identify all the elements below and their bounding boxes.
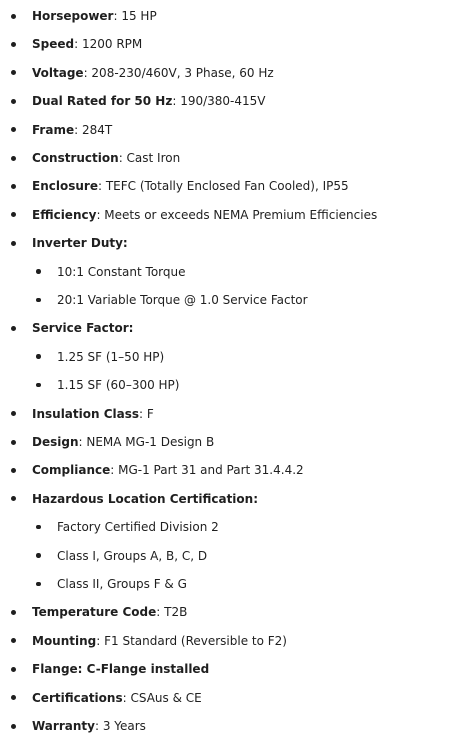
spec-text	[32, 716, 146, 736]
spec-item	[0, 432, 460, 452]
spec-separator: :	[96, 633, 101, 648]
bullet-icon	[11, 724, 16, 729]
spec-text	[57, 290, 308, 310]
spec-item	[0, 404, 460, 424]
spec-subitem	[0, 290, 460, 310]
bullet-icon	[36, 354, 41, 359]
spec-value: MG-1 Part 31 and Part 31.4.4.2	[114, 463, 304, 478]
bullet-icon	[36, 298, 41, 303]
spec-item	[0, 120, 460, 140]
spec-item	[0, 34, 460, 54]
bullet-icon	[11, 695, 16, 700]
spec-label: Efficiency	[32, 207, 97, 222]
bullet-icon	[11, 610, 16, 615]
spec-value: TEFC (Totally Enclosed Fan Cooled), IP55	[102, 179, 349, 194]
spec-value: T2B	[160, 605, 188, 620]
bullet-icon	[11, 638, 16, 643]
spec-item	[0, 148, 460, 168]
spec-item	[0, 6, 460, 26]
spec-separator: :	[122, 690, 127, 705]
spec-subitem-text: Class II, Groups F & G	[57, 577, 187, 591]
spec-separator: :	[96, 207, 101, 222]
spec-label: Compliance	[32, 463, 111, 478]
spec-separator: :	[118, 151, 123, 165]
spec-value: 15 HP	[117, 9, 157, 23]
bullet-icon	[11, 440, 16, 445]
spec-text	[32, 489, 258, 509]
spec-value: 208-230/460V, 3 Phase, 60 Hz	[87, 65, 274, 80]
bullet-icon	[11, 326, 16, 331]
spec-text	[57, 347, 164, 367]
spec-label: Horsepower	[32, 9, 114, 23]
spec-item	[0, 688, 460, 708]
spec-label: Inverter Duty:	[32, 236, 128, 251]
spec-label: Design	[32, 435, 79, 449]
bullet-icon	[11, 411, 16, 416]
spec-separator: :	[172, 94, 177, 109]
spec-subitem-text: 1.25 SF (1–50 HP)	[57, 349, 165, 364]
spec-value: 1200 RPM	[78, 37, 143, 52]
spec-item	[0, 460, 460, 480]
spec-separator: :	[74, 37, 79, 52]
spec-label: Certifications	[32, 690, 123, 705]
spec-value: 284T	[78, 122, 113, 137]
spec-item	[0, 659, 460, 679]
spec-text	[32, 460, 304, 480]
spec-item	[0, 205, 460, 225]
spec-value: F	[143, 406, 154, 421]
spec-value: CSAus & CE	[126, 690, 202, 705]
spec-separator: :	[83, 65, 88, 80]
spec-text	[57, 517, 219, 537]
spec-label: Dual Rated for 50 Hz	[32, 94, 173, 109]
spec-text	[57, 546, 207, 566]
spec-text	[32, 205, 377, 225]
spec-label: Temperature Code	[32, 605, 157, 620]
spec-value: 3 Years	[99, 719, 146, 733]
spec-label: Speed	[32, 37, 75, 52]
spec-separator: :	[94, 719, 99, 733]
spec-item	[0, 602, 460, 622]
spec-item	[0, 318, 460, 338]
bullet-icon	[11, 99, 16, 104]
spec-value: Cast Iron	[122, 151, 181, 165]
bullet-icon	[11, 127, 16, 132]
spec-text	[32, 233, 128, 253]
spec-subitem-text: 1.15 SF (60–300 HP)	[57, 378, 180, 393]
spec-text	[32, 659, 209, 679]
bullet-icon	[11, 212, 16, 217]
spec-separator: :	[156, 605, 161, 620]
spec-label: Warranty	[32, 719, 95, 733]
spec-text	[57, 375, 179, 395]
spec-item	[0, 91, 460, 111]
spec-item	[0, 63, 460, 83]
spec-text	[32, 432, 214, 452]
spec-separator: :	[74, 122, 79, 137]
spec-separator: :	[113, 9, 118, 23]
spec-separator: :	[139, 406, 144, 421]
bullet-icon	[11, 42, 16, 47]
spec-separator: :	[78, 435, 83, 449]
spec-subitem-text: Factory Certified Division 2	[57, 520, 219, 535]
spec-text	[32, 34, 142, 54]
spec-item	[0, 631, 460, 651]
spec-label: Construction	[32, 151, 119, 165]
spec-label: Hazardous Location Certification:	[32, 491, 259, 506]
spec-subitem-text: Class I, Groups A, B, C, D	[57, 548, 208, 563]
spec-item	[0, 233, 460, 253]
spec-item	[0, 176, 460, 196]
spec-text	[32, 404, 154, 424]
spec-text	[32, 602, 187, 622]
spec-value: 190/380-415V	[176, 94, 266, 109]
spec-text	[32, 148, 180, 168]
spec-separator: :	[97, 179, 102, 194]
spec-value: F1 Standard (Reversible to F2)	[100, 633, 287, 648]
bullet-icon	[11, 241, 16, 246]
spec-value: NEMA MG-1 Design B	[82, 435, 215, 449]
bullet-icon	[36, 269, 41, 274]
spec-label: Flange: C-Flange installed	[32, 662, 210, 677]
spec-text	[32, 6, 157, 26]
spec-label: Voltage	[32, 65, 84, 80]
bullet-icon	[11, 184, 16, 189]
spec-text	[57, 262, 185, 282]
bullet-icon	[11, 70, 16, 75]
bullet-icon	[36, 383, 41, 388]
bullet-icon	[36, 525, 41, 530]
spec-subitem-text: 10:1 Constant Torque	[57, 264, 186, 279]
bullet-icon	[11, 496, 16, 501]
spec-subitem	[0, 546, 460, 566]
spec-label: Service Factor:	[32, 321, 134, 336]
spec-text	[32, 120, 112, 140]
spec-subitem	[0, 574, 460, 594]
spec-text	[57, 574, 187, 594]
spec-label: Insulation Class	[32, 406, 140, 421]
bullet-icon	[11, 14, 16, 19]
spec-label: Enclosure	[32, 179, 98, 194]
spec-text	[32, 688, 202, 708]
spec-subitem	[0, 347, 460, 367]
bullet-icon	[36, 553, 41, 558]
bullet-icon	[11, 156, 16, 161]
spec-subitem	[0, 262, 460, 282]
spec-text	[32, 318, 133, 338]
spec-value: Meets or exceeds NEMA Premium Efficiencies	[100, 207, 378, 222]
spec-text	[32, 176, 349, 196]
spec-text	[32, 63, 274, 83]
spec-label: Mounting	[32, 633, 97, 648]
spec-subitem-text: 20:1 Variable Torque @ 1.0 Service Factor	[57, 293, 308, 307]
spec-separator: :	[110, 463, 115, 478]
spec-subitem	[0, 375, 460, 395]
bullet-icon	[11, 667, 16, 672]
spec-item	[0, 489, 460, 509]
spec-text	[32, 631, 287, 651]
bullet-icon	[11, 468, 16, 473]
spec-text	[32, 91, 266, 111]
spec-item	[0, 716, 460, 736]
spec-subitem	[0, 517, 460, 537]
spec-label: Frame	[32, 122, 75, 137]
bullet-icon	[36, 582, 41, 587]
